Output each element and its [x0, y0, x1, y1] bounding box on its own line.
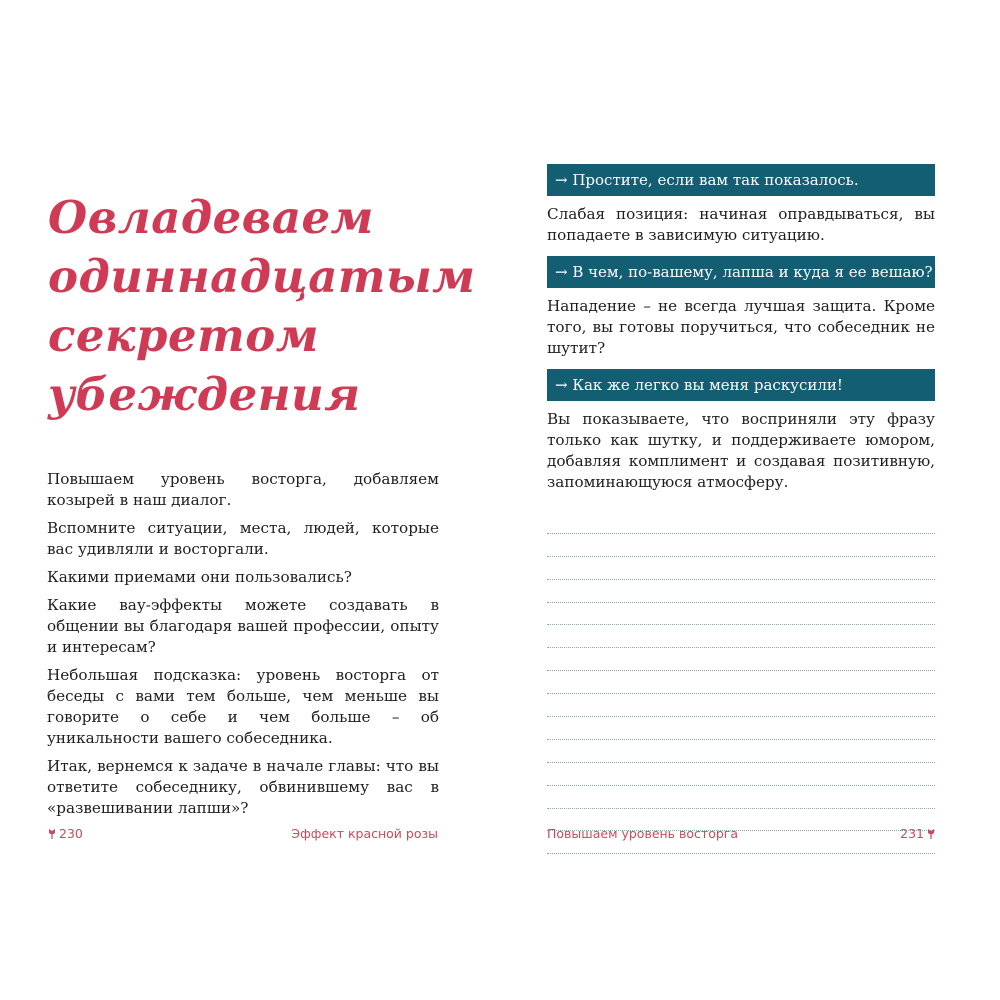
- chapter-title-line: одиннадцатым: [48, 250, 476, 303]
- paragraph: Повышаем уровень восторга, добавляем козырей в наш диалог.: [47, 470, 439, 509]
- left-body-text: [47, 469, 439, 826]
- chapter-title-line: Овладеваем: [48, 191, 374, 244]
- note-line: [547, 625, 935, 648]
- chapter-title: [48, 188, 476, 424]
- note-line: [547, 603, 935, 626]
- note-line: [547, 557, 935, 580]
- note-line: [547, 717, 935, 740]
- rose-icon: [48, 829, 56, 839]
- note-line: [547, 671, 935, 694]
- right-running-title: Повышаем уровень восторга: [547, 826, 739, 841]
- notes-lines: [547, 511, 935, 854]
- answer-options: [547, 164, 935, 854]
- paragraph: Вспомните ситуации, места, людей, которые вас удивляли и восторгали.: [47, 519, 439, 558]
- quote-bar: → Простите, если вам так показалось.: [547, 164, 935, 196]
- quote-bar: → Как же легко вы меня раскусили!: [547, 369, 935, 401]
- page-number-text: 231: [900, 826, 924, 841]
- note-line: [547, 580, 935, 603]
- chapter-title-line: убеждения: [48, 368, 361, 421]
- note-line: [547, 694, 935, 717]
- right-page: [500, 0, 1000, 1000]
- note-line: [547, 534, 935, 557]
- note-line: [547, 511, 935, 534]
- paragraph: Какими приемами они пользовались?: [47, 568, 352, 586]
- left-running-title: Эффект красной розы: [291, 826, 438, 841]
- page-number-text: 230: [59, 826, 83, 841]
- answer-comment: Нападение – не всегда лучшая защита. Кроме того, вы готовы поручиться, что собеседник не шутит?: [547, 297, 935, 357]
- paragraph: Небольшая подсказка: уровень восторга от беседы с вами тем больше, чем меньше вы говорите о себе и чем больше – об уникальности вашего собеседника.: [47, 666, 439, 747]
- answer-comment: Слабая позиция: начиная оправдываться, вы попадаете в зависимую ситуацию.: [547, 205, 935, 244]
- quote-bar: → В чем, по-вашему, лапша и куда я ее вешаю?: [547, 256, 935, 288]
- left-page-number: [45, 826, 83, 842]
- note-line: [547, 740, 935, 763]
- note-line: [547, 763, 935, 786]
- rose-icon: [927, 829, 935, 839]
- right-page-number: [900, 826, 938, 842]
- chapter-title-line: секретом: [48, 309, 319, 362]
- note-line: [547, 648, 935, 671]
- note-line: [547, 786, 935, 809]
- paragraph: Итак, вернемся к задаче в начале главы: что вы ответите собеседнику, обвинившему вас в «развешивании лапши»?: [47, 757, 439, 817]
- paragraph: Какие вау-эффекты можете создавать в общении вы благодаря вашей профессии, опыту и интересам?: [47, 596, 439, 656]
- answer-comment: Вы показываете, что восприняли эту фразу только как шутку, и поддерживаете юмором, добавляя комплимент и создавая позитивную, запоминающуюся атмосферу.: [547, 410, 935, 491]
